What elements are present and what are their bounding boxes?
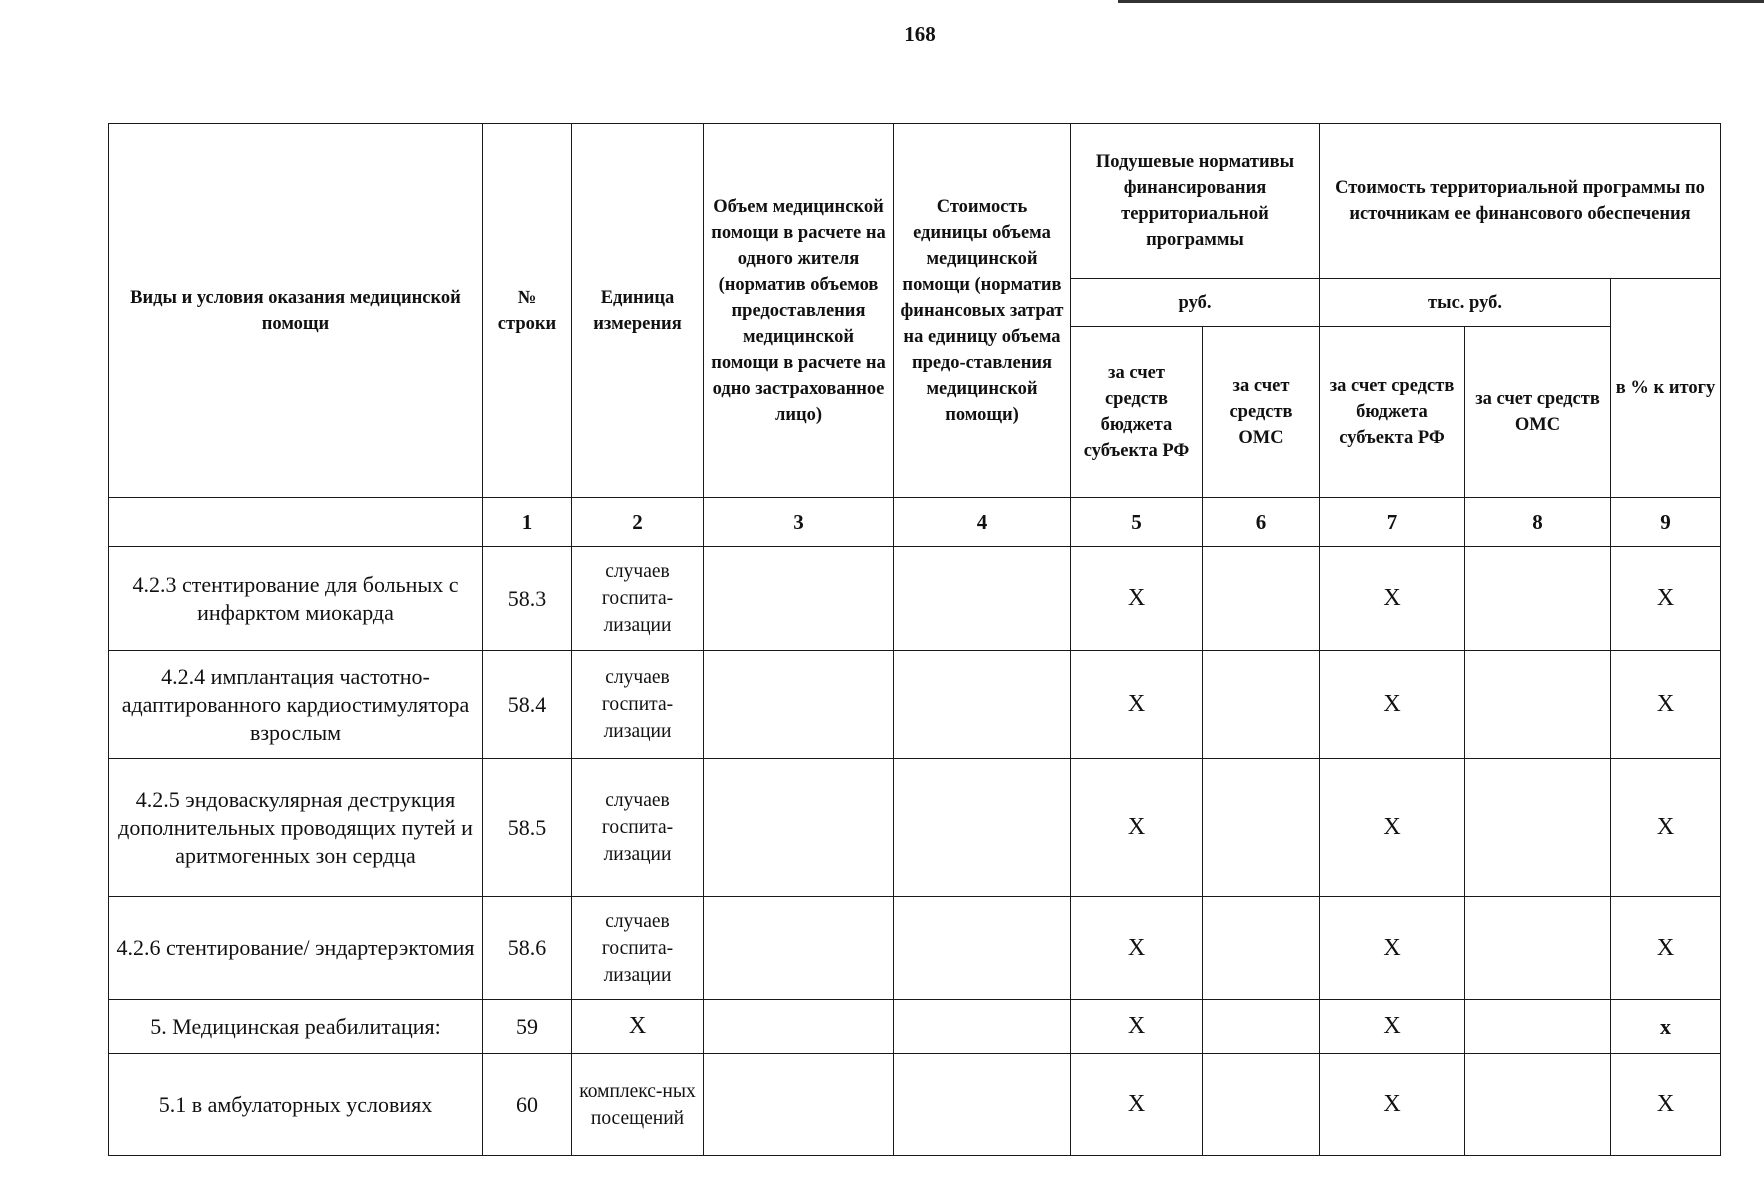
header-per-capita: Подушевые нормативы финансирования территориальной программы	[1071, 124, 1320, 279]
cell-oms-rub	[1203, 651, 1320, 759]
cell-oms-thousand	[1465, 547, 1611, 651]
cell-budget-thousand: X	[1320, 759, 1465, 897]
cell-volume	[704, 1000, 894, 1054]
cell-cost	[894, 897, 1071, 1000]
header-percent: в % к итогу	[1611, 279, 1721, 498]
cell-cost	[894, 1000, 1071, 1054]
cell-budget-rub: X	[1071, 1000, 1203, 1054]
cell-cost	[894, 759, 1071, 897]
table-row	[109, 1000, 1721, 1054]
medical-care-table	[108, 123, 1721, 1156]
cell-volume	[704, 897, 894, 1000]
header-unit: Единица измерения	[572, 124, 704, 498]
column-number-blank	[109, 498, 483, 547]
cell-volume	[704, 547, 894, 651]
cell-volume	[704, 1054, 894, 1156]
header-thousand-rub: тыс. руб.	[1320, 279, 1611, 327]
cell-budget-thousand: X	[1320, 547, 1465, 651]
row-name: 4.2.3 стентирование для больных с инфарктом миокарда	[109, 547, 483, 651]
row-number: 58.5	[483, 759, 572, 897]
cell-oms-thousand	[1465, 1054, 1611, 1156]
header-cost: Стоимость единицы объема медицинской помощи (норматив финансовых затрат на единицу объема предо-ставления медицинской помощи)	[894, 124, 1071, 498]
row-unit: случаев госпита-лизации	[572, 759, 704, 897]
cell-budget-rub: X	[1071, 651, 1203, 759]
cell-budget-thousand: X	[1320, 651, 1465, 759]
table-row	[109, 1054, 1721, 1156]
table-row	[109, 547, 1721, 651]
cell-budget-thousand: X	[1320, 1000, 1465, 1054]
header-volume: Объем медицинской помощи в расчете на одного жителя (норматив объемов предоставления медицинской помощи в расчете на одно застрахованное лицо)	[704, 124, 894, 498]
cell-oms-thousand	[1465, 651, 1611, 759]
column-number: 7	[1320, 498, 1465, 547]
header-budget-thousand: за счет средств бюджета субъекта РФ	[1320, 327, 1465, 498]
cell-percent: X	[1611, 547, 1721, 651]
cell-budget-rub: X	[1071, 547, 1203, 651]
row-name: 4.2.4 имплантация частотно-адаптированного кардиостимулятора взрослым	[109, 651, 483, 759]
column-number: 3	[704, 498, 894, 547]
cell-percent: X	[1611, 759, 1721, 897]
column-number: 9	[1611, 498, 1721, 547]
row-number: 60	[483, 1054, 572, 1156]
header-oms-thousand: за счет средств ОМС	[1465, 327, 1611, 498]
header-rub: руб.	[1071, 279, 1320, 327]
page-number: 168	[904, 22, 936, 46]
table-row	[109, 759, 1721, 897]
cell-oms-thousand	[1465, 1000, 1611, 1054]
row-unit: X	[572, 1000, 704, 1054]
cell-percent: X	[1611, 1054, 1721, 1156]
column-number: 8	[1465, 498, 1611, 547]
cell-cost	[894, 547, 1071, 651]
row-name: 5.1 в амбулаторных условиях	[109, 1054, 483, 1156]
row-number: 59	[483, 1000, 572, 1054]
cell-budget-thousand: X	[1320, 1054, 1465, 1156]
cell-budget-rub: X	[1071, 1054, 1203, 1156]
cell-oms-rub	[1203, 547, 1320, 651]
column-number: 4	[894, 498, 1071, 547]
cell-budget-thousand: X	[1320, 897, 1465, 1000]
row-unit: случаев госпита-лизации	[572, 897, 704, 1000]
column-number: 5	[1071, 498, 1203, 547]
column-number: 2	[572, 498, 704, 547]
cell-oms-thousand	[1465, 897, 1611, 1000]
row-number: 58.3	[483, 547, 572, 651]
row-name: 4.2.5 эндоваскулярная деструкция дополнительных проводящих путей и аритмогенных зон сердца	[109, 759, 483, 897]
column-number-row	[109, 498, 1721, 547]
header-budget-rub: за счет средств бюджета субъекта РФ	[1071, 327, 1203, 498]
table-row	[109, 897, 1721, 1000]
header-row-1	[109, 124, 1721, 279]
row-number: 58.4	[483, 651, 572, 759]
cell-volume	[704, 651, 894, 759]
row-unit: случаев госпита-лизации	[572, 547, 704, 651]
cell-oms-rub	[1203, 897, 1320, 1000]
row-name: 5. Медицинская реабилитация:	[109, 1000, 483, 1054]
cell-percent: X	[1611, 897, 1721, 1000]
cell-percent: x	[1611, 1000, 1721, 1054]
header-oms-rub: за счет средств ОМС	[1203, 327, 1320, 498]
cell-oms-rub	[1203, 759, 1320, 897]
cell-oms-thousand	[1465, 759, 1611, 897]
cell-budget-rub: X	[1071, 897, 1203, 1000]
cell-cost	[894, 1054, 1071, 1156]
header-program-cost: Стоимость территориальной программы по источникам ее финансового обеспечения	[1320, 124, 1721, 279]
top-rule	[1118, 0, 1764, 3]
column-number: 6	[1203, 498, 1320, 547]
cell-percent: X	[1611, 651, 1721, 759]
cell-volume	[704, 759, 894, 897]
cell-budget-rub: X	[1071, 759, 1203, 897]
row-unit: случаев госпита-лизации	[572, 651, 704, 759]
header-row-number: № строки	[483, 124, 572, 498]
table-row	[109, 651, 1721, 759]
row-name: 4.2.6 стентирование/ эндартерэктомия	[109, 897, 483, 1000]
row-number: 58.6	[483, 897, 572, 1000]
header-types: Виды и условия оказания медицинской помощи	[109, 124, 483, 498]
cell-oms-rub	[1203, 1000, 1320, 1054]
cell-cost	[894, 651, 1071, 759]
cell-oms-rub	[1203, 1054, 1320, 1156]
column-number: 1	[483, 498, 572, 547]
row-unit: комплекс-ных посещений	[572, 1054, 704, 1156]
